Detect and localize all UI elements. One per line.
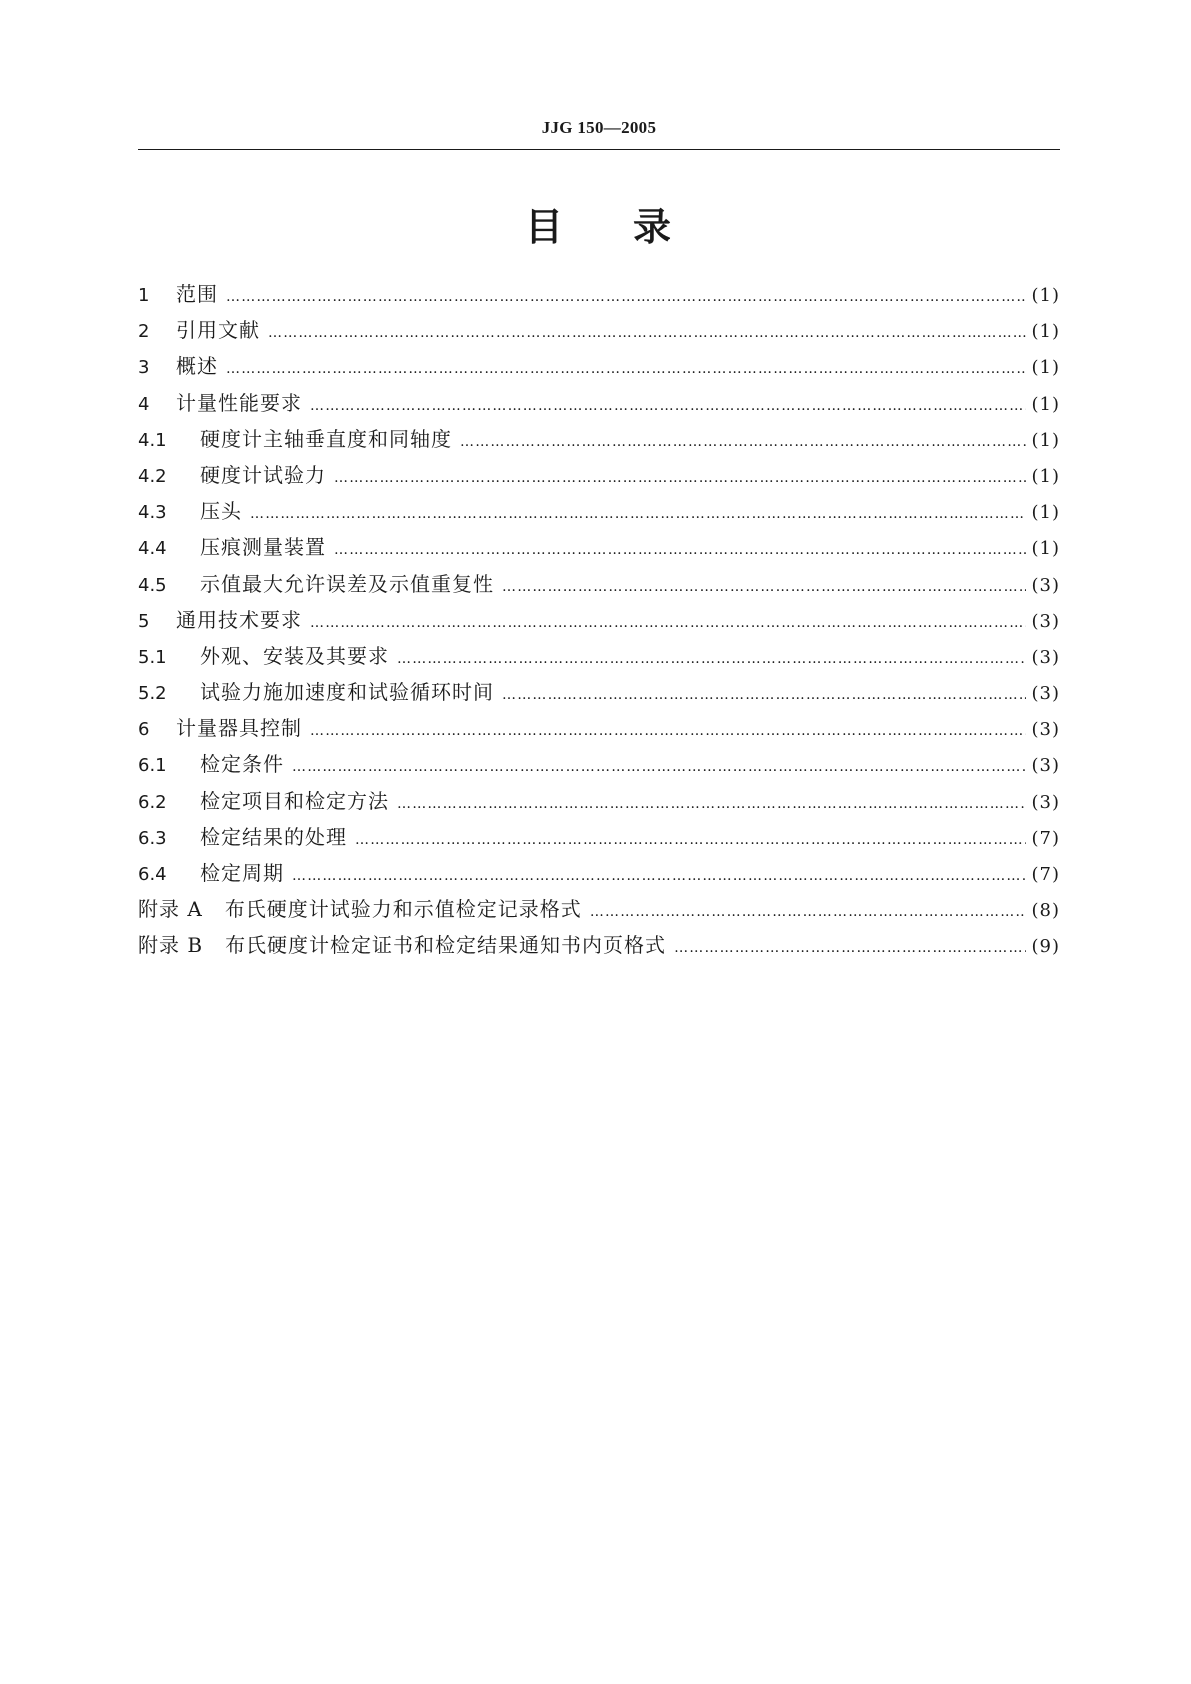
toc-entry-page: (1)	[1031, 285, 1060, 306]
dot-leader	[292, 868, 1026, 884]
toc-entry-number: 4.5	[138, 574, 167, 596]
toc-entry-page: (1)	[1031, 538, 1060, 560]
title-char-2: 录	[633, 205, 674, 249]
toc-entry-label: 通用技术要求	[176, 607, 302, 632]
toc-entry[interactable]	[138, 785, 1060, 821]
dot-leader	[502, 579, 1026, 595]
toc-entry-number: 6.2	[138, 791, 167, 813]
dot-leader	[250, 506, 1026, 522]
toc-entry-label: 计量器具控制	[176, 716, 302, 741]
toc-entry-page: (1)	[1031, 357, 1060, 379]
dot-leader	[292, 759, 1026, 775]
toc-entry-label: 计量性能要求	[176, 390, 302, 415]
toc-entry-number: 1	[138, 285, 150, 306]
toc-entry-number: 5.1	[138, 646, 167, 668]
toc-entry-page: (3)	[1031, 791, 1060, 813]
toc-entry-page: (7)	[1031, 864, 1060, 885]
toc-entry-number: 4	[138, 393, 150, 415]
toc-entry-label: 试验力施加速度和试验循环时间	[200, 680, 494, 705]
dot-leader	[226, 361, 1026, 377]
toc-entry[interactable]	[138, 423, 1060, 459]
toc-entry-label: 压痕测量装置	[200, 535, 326, 560]
toc-entry[interactable]	[138, 278, 1060, 314]
toc-entry-number: 5	[138, 610, 150, 632]
toc-entry-label: 检定结果的处理	[200, 824, 347, 849]
toc-entry-label: 布氏硬度计检定证书和检定结果通知书内页格式	[225, 933, 667, 958]
toc-entry-label: 检定条件	[200, 752, 284, 777]
toc-entry-page: (1)	[1031, 393, 1060, 415]
toc-entry-page: (3)	[1031, 719, 1060, 741]
title-char-1: 目	[524, 205, 565, 249]
toc-entry[interactable]	[138, 495, 1060, 531]
toc-entry-number: 附录 B	[138, 933, 204, 958]
toc-entry-page: (1)	[1031, 465, 1060, 487]
toc-entry-page: (3)	[1031, 610, 1060, 632]
document-code-header: JJG 150—2005	[541, 118, 657, 137]
toc-entry[interactable]	[138, 350, 1060, 386]
toc-entry[interactable]	[138, 893, 1060, 929]
header-divider	[138, 149, 1060, 150]
page-title	[138, 196, 1060, 251]
toc-entry-number: 4.1	[138, 429, 167, 451]
toc-entry-label: 检定项目和检定方法	[200, 788, 389, 813]
toc-entry[interactable]	[138, 748, 1060, 784]
toc-entry-number: 4.2	[138, 465, 167, 487]
toc-entry[interactable]	[138, 387, 1060, 423]
toc-entry-number: 4.3	[138, 502, 167, 524]
toc-entry-number: 5.2	[138, 683, 167, 705]
toc-entry-label: 示值最大允许误差及示值重复性	[200, 571, 494, 596]
toc-entry-label: 外观、安装及其要求	[200, 643, 389, 668]
dot-leader	[502, 687, 1026, 703]
toc-entry-page: (1)	[1031, 321, 1060, 343]
toc-entry-page: (1)	[1031, 429, 1060, 451]
dot-leader	[355, 832, 1026, 848]
toc-entry-label: 概述	[176, 354, 218, 379]
toc-entry[interactable]	[138, 314, 1060, 350]
toc-entry-label: 检定周期	[200, 861, 284, 885]
toc-entry-page: (9)	[1031, 936, 1060, 958]
toc-entry[interactable]	[138, 712, 1060, 748]
dot-leader	[310, 723, 1026, 739]
dot-leader	[397, 796, 1026, 812]
table-of-contents	[138, 278, 1060, 966]
toc-entry[interactable]	[138, 857, 1060, 893]
toc-entry[interactable]	[138, 459, 1060, 495]
toc-entry-number: 2	[138, 321, 150, 343]
dot-leader	[310, 615, 1026, 631]
toc-entry-number: 4.4	[138, 538, 167, 560]
toc-entry-number: 6.4	[138, 864, 167, 885]
toc-entry-page: (1)	[1031, 502, 1060, 524]
toc-entry-page: (3)	[1031, 683, 1060, 705]
toc-entry-page: (7)	[1031, 827, 1060, 849]
toc-entry-page: (3)	[1031, 755, 1060, 777]
toc-entry-label: 硬度计主轴垂直度和同轴度	[200, 426, 452, 451]
toc-entry-number: 6.1	[138, 755, 167, 777]
toc-entry-number: 3	[138, 357, 150, 379]
toc-entry-label: 压头	[200, 499, 242, 524]
dot-leader	[268, 325, 1026, 341]
toc-entry-page: (8)	[1031, 900, 1060, 922]
toc-entry[interactable]	[138, 604, 1060, 640]
toc-entry-label: 布氏硬度计试验力和示值检定记录格式	[224, 897, 582, 922]
toc-entry[interactable]	[138, 929, 1060, 965]
toc-entry-number: 6	[138, 719, 150, 741]
dot-leader	[334, 470, 1026, 486]
toc-entry-page: (3)	[1031, 574, 1060, 596]
toc-entry[interactable]	[138, 531, 1060, 567]
toc-entry[interactable]	[138, 640, 1060, 676]
toc-entry-label: 范围	[176, 282, 218, 306]
toc-entry-label: 硬度计试验力	[200, 462, 326, 487]
dot-leader	[460, 434, 1026, 450]
dot-leader	[674, 940, 1025, 956]
dot-leader	[590, 904, 1026, 920]
toc-entry-label: 引用文献	[176, 318, 260, 343]
toc-entry-page: (3)	[1031, 646, 1060, 668]
dot-leader	[397, 651, 1026, 667]
dot-leader	[310, 398, 1026, 414]
toc-entry[interactable]	[138, 821, 1060, 857]
toc-entry[interactable]	[138, 676, 1060, 712]
dot-leader	[334, 542, 1026, 558]
toc-entry-number: 附录 A	[138, 897, 203, 922]
dot-leader	[226, 289, 1026, 305]
toc-entry-number: 6.3	[138, 827, 167, 849]
toc-entry[interactable]	[138, 568, 1060, 604]
